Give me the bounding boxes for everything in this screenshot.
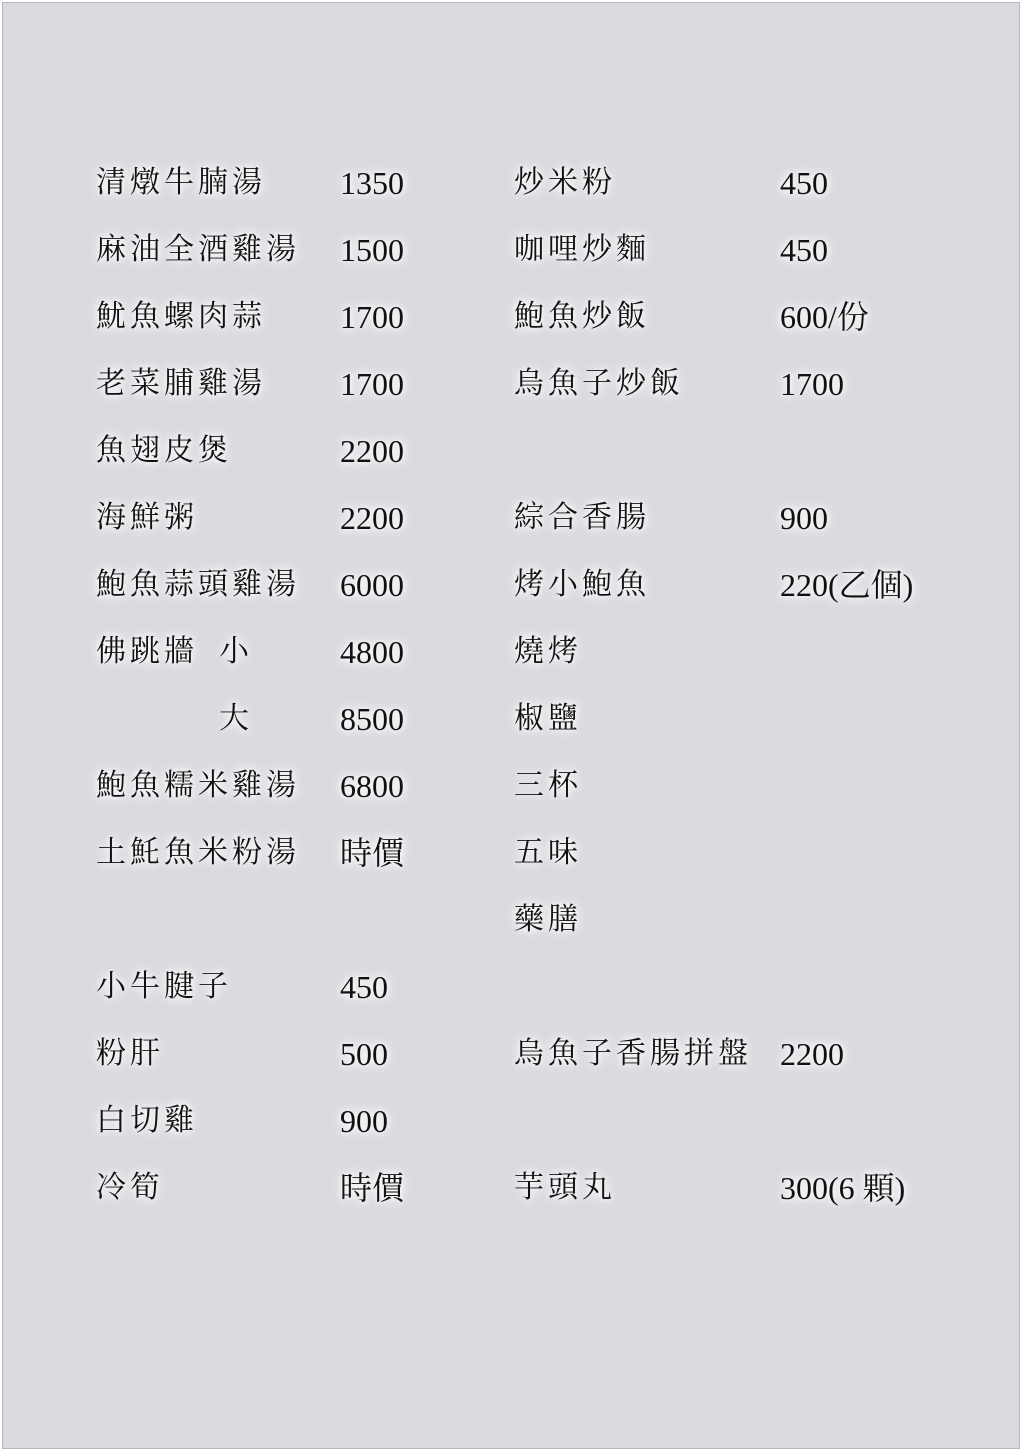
dish-price: 2200 xyxy=(340,433,404,469)
menu-row xyxy=(3,493,1021,543)
dish-price: 450 xyxy=(780,232,828,268)
dish-name: 佛跳牆 xyxy=(96,634,198,669)
dish-name: 烤小鮑魚 xyxy=(514,567,650,602)
dish-price: 600/份 xyxy=(780,299,869,335)
menu-row xyxy=(3,761,1021,811)
dish-name: 白切雞 xyxy=(96,1103,198,1138)
dish-price: 500 xyxy=(340,1036,388,1072)
dish-name: 咖哩炒麵 xyxy=(514,232,650,267)
dish-name: 椒鹽 xyxy=(514,701,582,736)
dish-price: 8500 xyxy=(340,701,404,737)
dish-name: 綜合香腸 xyxy=(514,500,650,535)
dish-price: 1700 xyxy=(340,366,404,402)
dish-size: 小 xyxy=(219,634,249,669)
dish-name: 炒米粉 xyxy=(514,165,616,200)
dish-price: 2200 xyxy=(340,500,404,536)
dish-name: 三杯 xyxy=(514,768,582,803)
dish-price: 900 xyxy=(340,1103,388,1139)
menu-row xyxy=(3,292,1021,342)
dish-name: 海鮮粥 xyxy=(96,500,198,535)
menu-row xyxy=(3,1096,1021,1146)
menu-list xyxy=(3,3,1021,1450)
menu-row xyxy=(3,359,1021,409)
menu-row xyxy=(3,627,1021,677)
menu-row xyxy=(3,1029,1021,1079)
dish-size: 大 xyxy=(219,701,249,736)
menu-row xyxy=(3,694,1021,744)
dish-name: 魚翅皮煲 xyxy=(96,433,232,468)
dish-name: 魷魚螺肉蒜 xyxy=(96,299,266,334)
menu-row xyxy=(3,962,1021,1012)
menu-row xyxy=(3,560,1021,610)
dish-name: 老菜脯雞湯 xyxy=(96,366,266,401)
menu-row xyxy=(3,828,1021,878)
dish-name: 土魠魚米粉湯 xyxy=(96,835,300,870)
dish-price: 6000 xyxy=(340,567,404,603)
dish-name: 清燉牛腩湯 xyxy=(96,165,266,200)
dish-name: 藥膳 xyxy=(514,902,582,937)
dish-price: 時價 xyxy=(340,835,405,871)
dish-name: 燒烤 xyxy=(514,634,582,669)
menu-row xyxy=(3,225,1021,275)
dish-price: 450 xyxy=(340,969,388,1005)
dish-name: 小牛腱子 xyxy=(96,969,232,1004)
dish-price: 220(乙個) xyxy=(780,567,914,603)
dish-price: 6800 xyxy=(340,768,404,804)
dish-name: 鮑魚糯米雞湯 xyxy=(96,768,300,803)
dish-price: 450 xyxy=(780,165,828,201)
menu-row xyxy=(3,895,1021,945)
dish-price: 300(6 顆) xyxy=(780,1170,906,1206)
dish-name: 烏魚子香腸拼盤 xyxy=(514,1036,752,1071)
dish-price: 900 xyxy=(780,500,828,536)
dish-price: 1500 xyxy=(340,232,404,268)
menu-row xyxy=(3,426,1021,476)
dish-price: 4800 xyxy=(340,634,404,670)
dish-price: 時價 xyxy=(340,1170,405,1206)
menu-row xyxy=(3,1163,1021,1213)
dish-price: 1700 xyxy=(340,299,404,335)
dish-name: 麻油全酒雞湯 xyxy=(96,232,300,267)
dish-name: 冷筍 xyxy=(96,1170,164,1205)
dish-name: 五味 xyxy=(514,835,582,870)
dish-name: 烏魚子炒飯 xyxy=(514,366,684,401)
dish-name: 芋頭丸 xyxy=(514,1170,616,1205)
dish-price: 2200 xyxy=(780,1036,844,1072)
dish-price: 1700 xyxy=(780,366,844,402)
menu-row xyxy=(3,158,1021,208)
dish-name: 鮑魚炒飯 xyxy=(514,299,650,334)
menu-page xyxy=(2,2,1020,1449)
dish-name: 鮑魚蒜頭雞湯 xyxy=(96,567,300,602)
dish-price: 1350 xyxy=(340,165,404,201)
dish-name: 粉肝 xyxy=(96,1036,164,1071)
